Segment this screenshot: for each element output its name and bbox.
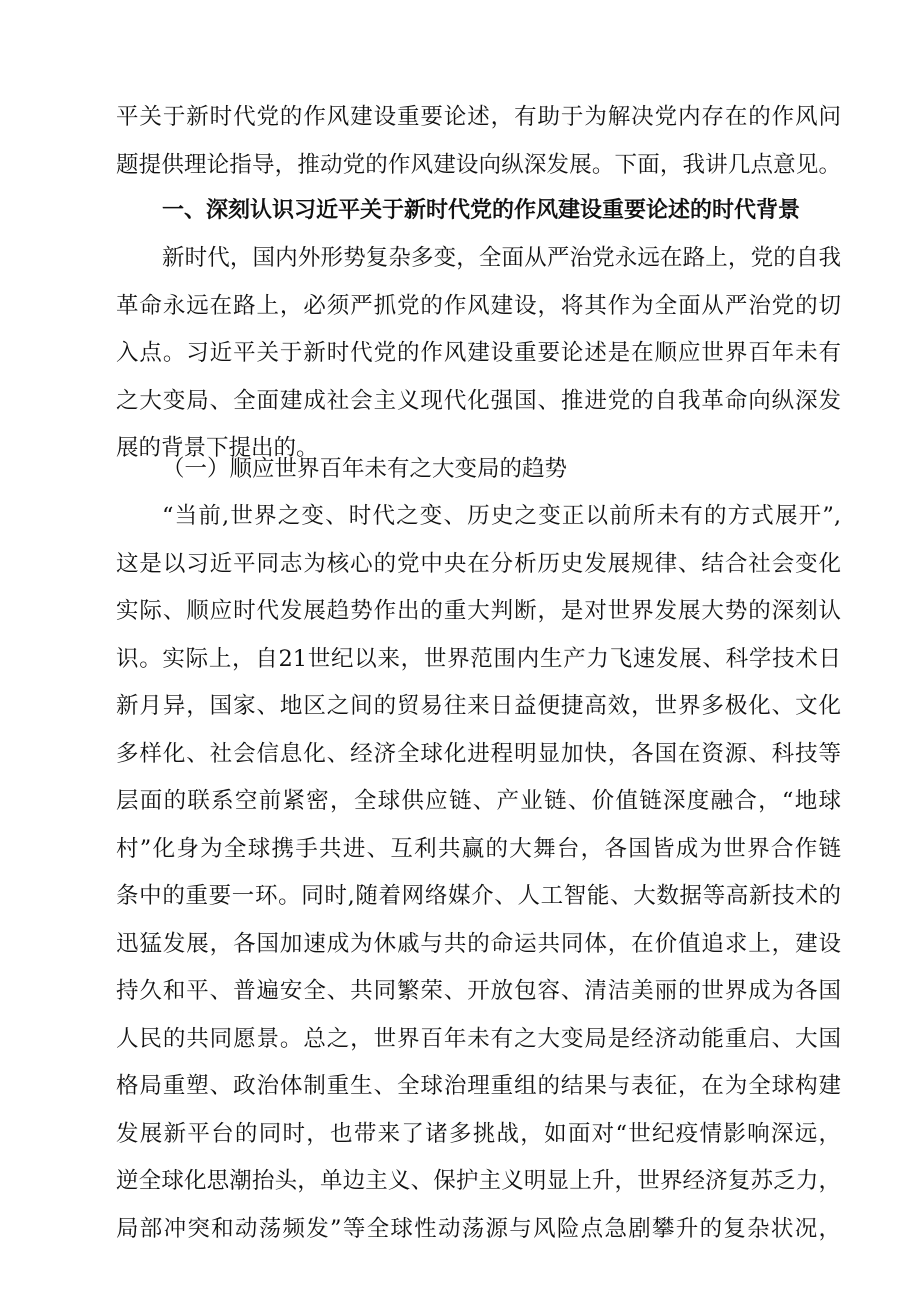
text-line: 这是以习近平同志为核心的党中央在分析历史发展规律、结合社会变化 [116, 551, 841, 577]
text-line: 革命永远在路上，必须严抓党的作风建设，将其作为全面从严治党的切 [116, 293, 841, 319]
text-line: 平关于新时代党的作风建设重要论述，有助于为解决党内存在的作风问 [116, 104, 841, 130]
text-line: 逆全球化思潮抬头，单边主义、保护主义明显上升，世界经济复苏乏力， [116, 1168, 841, 1194]
subheading-text: （一）顺应世界百年未有之大变局的趋势 [162, 456, 568, 482]
text-line: 村”化身为全球携手共进、互利共赢的大舞台，各国皆成为世界合作链 [116, 836, 841, 862]
text-line: “当前,世界之变、时代之变、历史之变正以前所未有的方式展开”, [162, 503, 841, 529]
text-line: 实际、顺应时代发展趋势作出的重大判断，是对世界发展大势的深刻认 [116, 598, 841, 624]
text-line: 之大变局、全面建成社会主义现代化强国、推进党的自我革命向纵深发 [116, 388, 841, 414]
text-line: 条中的重要一环。同时,随着网络媒介、人工智能、大数据等高新技术的 [116, 883, 841, 909]
text-line: 新月异，国家、地区之间的贸易往来日益便捷高效，世界多极化、文化 [116, 693, 841, 719]
text-line: 层面的联系空前紧密，全球供应链、产业链、价值链深度融合，“地球 [116, 788, 841, 814]
text-line: 展的背景下提出的。 [116, 435, 319, 461]
heading-text: 一、深刻认识习近平关于新时代党的作风建设重要论述的时代背景 [162, 198, 801, 223]
text-line: 格局重塑、政治体制重生、全球治理重组的结果与表征，在为全球构建 [116, 1073, 841, 1099]
text-line: 局部冲突和动荡频发”等全球性动荡源与风险点急剧攀升的复杂状况， [116, 1216, 841, 1242]
text-line: 迅猛发展，各国加速成为休戚与共的命运共同体，在价值追求上，建设 [116, 931, 841, 957]
text-line: 入点。习近平关于新时代党的作风建设重要论述是在顺应世界百年未有 [116, 340, 841, 366]
text-line: 新时代，国内外形势复杂多变，全面从严治党永远在路上，党的自我 [162, 245, 841, 271]
text-line: 持久和平、普遍安全、共同繁荣、开放包容、清洁美丽的世界成为各国 [116, 978, 841, 1004]
text-line: 题提供理论指导，推动党的作风建设向纵深发展。下面，我讲几点意见。 [116, 152, 841, 178]
text-line: 识。实际上，自21世纪以来，世界范围内生产力飞速发展、科学技术日 [116, 646, 841, 672]
text-line: 发展新平台的同时，也带来了诸多挑战，如面对“世纪疫情影响深远， [116, 1121, 841, 1147]
text-line: 人民的共同愿景。总之，世界百年未有之大变局是经济动能重启、大国 [116, 1026, 841, 1052]
text-line: 多样化、社会信息化、经济全球化进程明显加快，各国在资源、科技等 [116, 741, 841, 767]
